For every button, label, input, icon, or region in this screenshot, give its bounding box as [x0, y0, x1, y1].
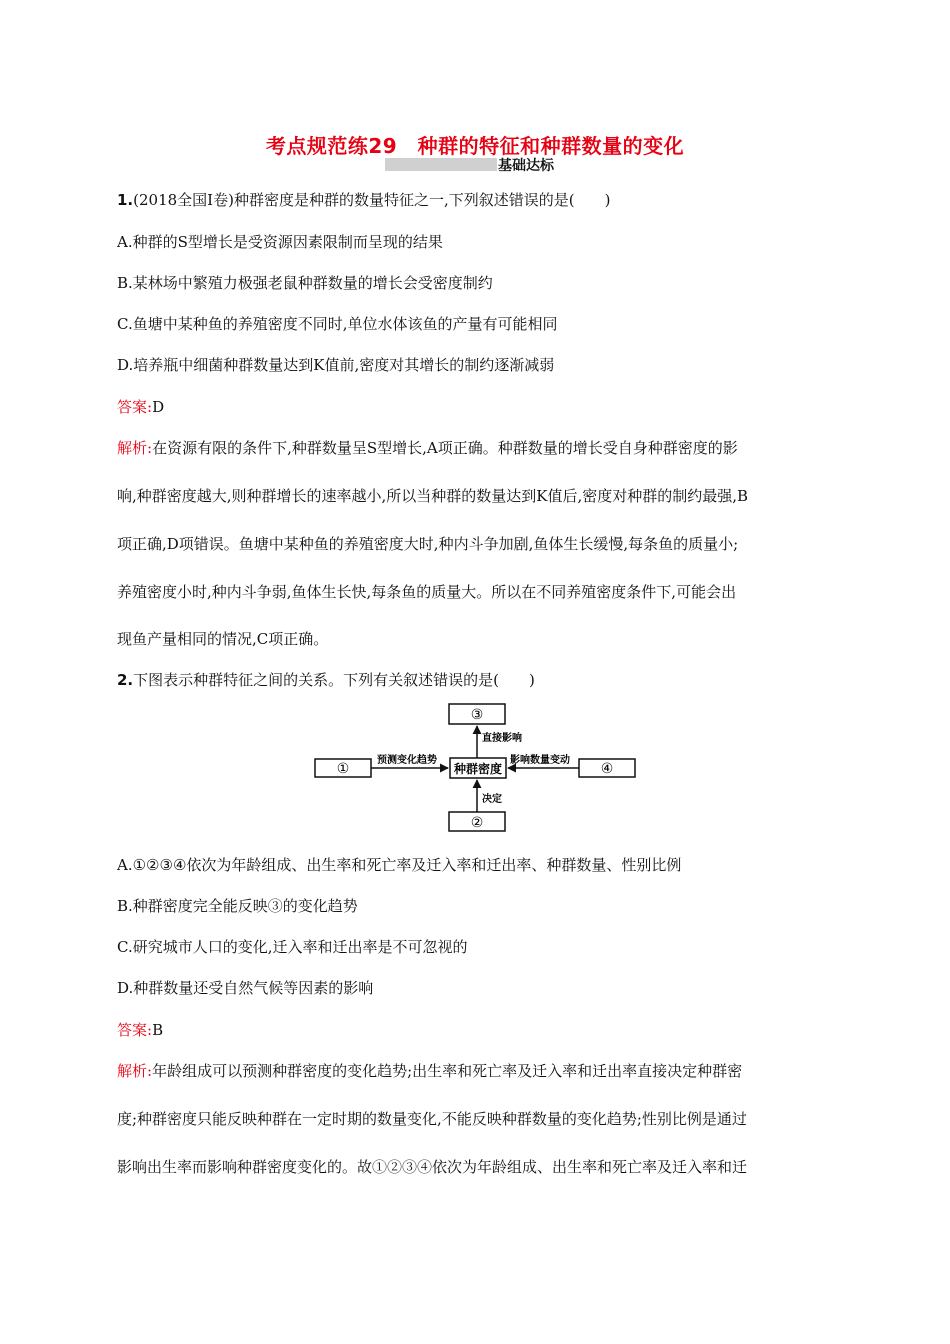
q2-stem: 下图表示种群特征之间的关系。下列有关叙述错误的是( ) [133, 671, 535, 689]
q1-stem-line [117, 190, 610, 210]
page-title: 考点规范练29 种群的特征和种群数量的变化 [265, 134, 685, 158]
q1-analysis-text-1: 在资源有限的条件下,种群数量呈S型增长,A项正确。种群数量的增长受自身种群密度的影 [152, 439, 738, 457]
q2-answer-line [117, 1020, 163, 1040]
q2-analysis-line-2: 度;种群密度只能反映种群在一定时期的数量变化,不能反映种群数量的变化趋势;性别比例是通过 [117, 1110, 747, 1128]
q1-answer: D [152, 398, 165, 416]
q1-option-a: A.种群的S型增长是受资源因素限制而呈现的结果 [117, 233, 443, 251]
q2-analysis-line-1 [117, 1061, 742, 1081]
q2-answer-label: 答案: [117, 1021, 153, 1039]
q1-option-c: C.鱼塘中某种鱼的养殖密度不同时,单位水体该鱼的产量有可能相同 [117, 315, 558, 333]
q1-answer-label: 答案: [117, 398, 153, 416]
center-box-label: 种群密度 [453, 762, 503, 776]
q1-number: 1. [117, 191, 134, 209]
q1-answer-line [117, 397, 164, 417]
q2-analysis-line-3: 影响出生率而影响种群密度变化的。故①②③④依次为年龄组成、出生率和死亡率及迁入率和迁 [117, 1158, 748, 1176]
q2-option-b: B.种群密度完全能反映③的变化趋势 [117, 897, 358, 915]
q1-analysis-line-4: 养殖密度小时,种内斗争弱,鱼体生长快,每条鱼的质量大。所以在不同养殖密度条件下,可能会出 [117, 583, 737, 601]
q2-number: 2. [117, 671, 134, 689]
q2-answer: B [152, 1021, 164, 1039]
section-label: 基础达标 [498, 158, 554, 174]
label-predict-trend: 预测变化趋势 [377, 755, 437, 766]
q1-analysis-line-3: 项正确,D项错误。鱼塘中某种鱼的养殖密度大时,种内斗争加剧,鱼体生长缓慢,每条鱼的质量小; [117, 535, 739, 553]
q1-analysis-line-1 [117, 438, 738, 458]
q2-analysis-label: 解析: [117, 1062, 153, 1080]
q1-analysis-line-2: 响,种群密度越大,则种群增长的速率越小,所以当种群的数量达到K值后,密度对种群的制约最强,B [117, 487, 749, 505]
q2-option-c: C.研究城市人口的变化,迁入率和迁出率是不可忽视的 [117, 938, 468, 956]
section-bar [385, 158, 497, 171]
box-2-label: ② [470, 815, 484, 831]
q2-stem-line [117, 670, 535, 690]
q1-option-d: D.培养瓶中细菌种群数量达到K值前,密度对其增长的制约逐渐减弱 [117, 356, 555, 374]
box-1-label: ① [336, 761, 350, 777]
q2-analysis-text-1: 年龄组成可以预测种群密度的变化趋势;出生率和死亡率及迁入率和迁出率直接决定种群密 [152, 1062, 743, 1080]
q2-option-d: D.种群数量还受自然气候等因素的影响 [117, 979, 374, 997]
q1-option-b: B.某林场中繁殖力极强老鼠种群数量的增长会受密度制约 [117, 274, 493, 292]
q1-analysis-line-5: 现鱼产量相同的情况,C项正确。 [117, 630, 329, 648]
q2-option-a: A.①②③④依次为年龄组成、出生率和死亡率及迁入率和迁出率、种群数量、性别比例 [117, 856, 682, 874]
label-determine: 决定 [482, 794, 502, 805]
box-3-label: ③ [470, 707, 484, 723]
population-diagram [0, 700, 950, 840]
label-direct-influence: 直接影响 [482, 733, 522, 744]
q1-analysis-label: 解析: [117, 439, 153, 457]
label-affect-change: 影响数量变动 [510, 755, 570, 766]
q1-stem: (2018全国Ⅰ卷)种群密度是种群的数量特征之一,下列叙述错误的是( ) [133, 191, 611, 209]
box-4-label: ④ [600, 761, 614, 777]
